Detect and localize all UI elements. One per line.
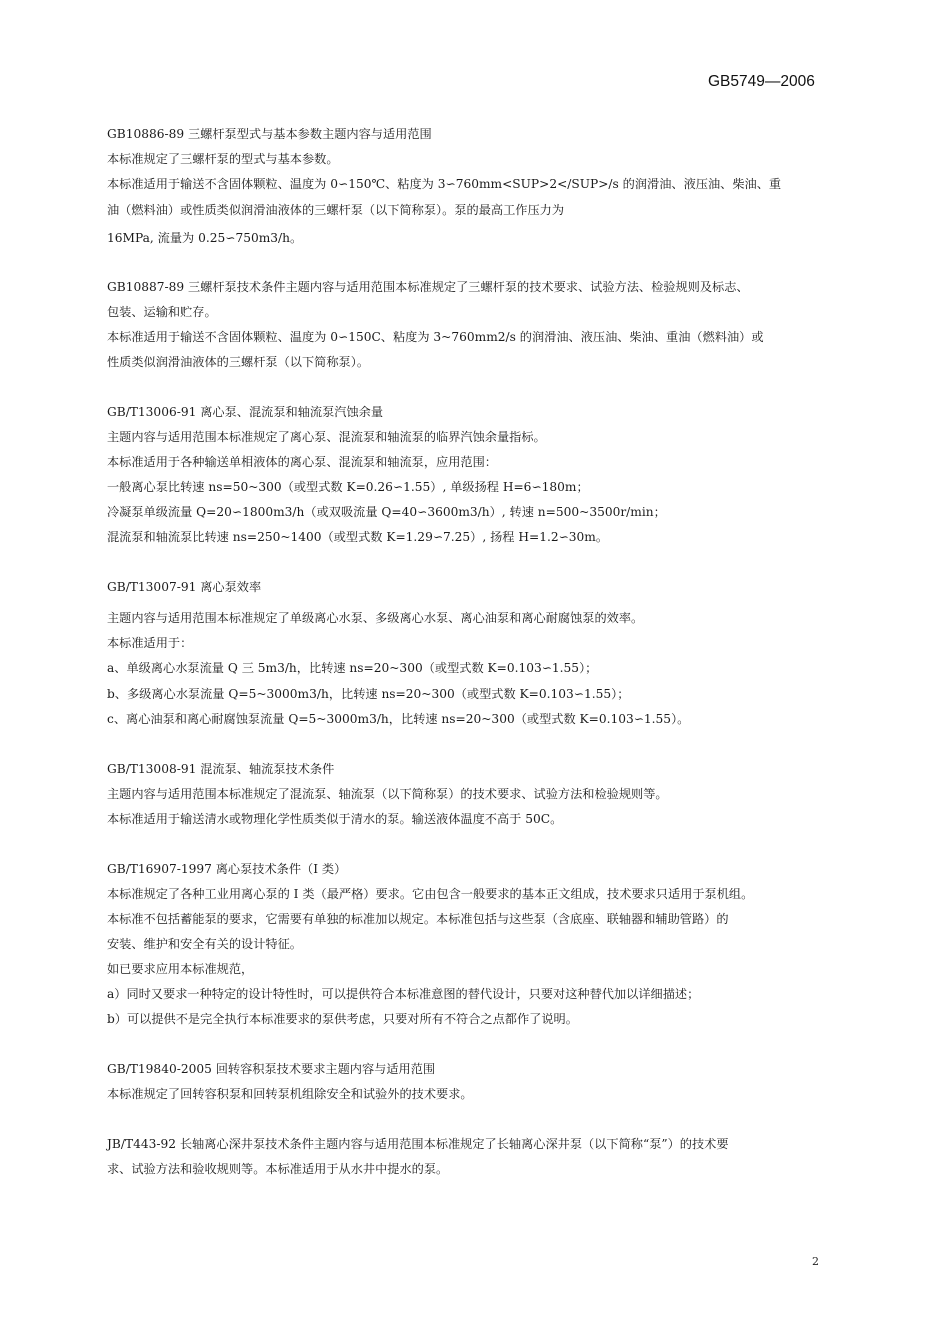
text-line: 安装、维护和安全有关的设计特征。 <box>107 937 302 951</box>
text-line: 本标准适用于输送不含固体颗粒、温度为 0∽150C、粘度为 3~760mm2/s 的润滑油、液压油、柴油、重油（燃料油）或 <box>107 330 764 344</box>
text-line: GB10886-89 三螺杆泵型式与基本参数主题内容与适用范围 <box>107 127 432 141</box>
text-line: JB/T443-92 长轴离心深井泵技术条件主题内容与适用范围本标准规定了长轴离心深井泵（以下简称“泵”）的技术要 <box>107 1137 729 1151</box>
text-line: 求、试验方法和验收规则等。本标准适用于从水井中提水的泵。 <box>107 1162 449 1176</box>
text-line: 主题内容与适用范围本标准规定了单级离心水泵、多级离心水泵、离心油泵和离心耐腐蚀泵的效率。 <box>107 611 644 625</box>
text-line: b）可以提供不是完全执行本标准要求的泵供考虑，只要对所有不符合之点都作了说明。 <box>107 1012 578 1026</box>
text-line: GB/T13007-91 离心泵效率 <box>107 580 262 594</box>
text-line: 本标准规定了回转容积泵和回转泵机组除安全和试验外的技术要求。 <box>107 1087 473 1101</box>
document-code-header: GB5749—2006 <box>708 73 815 90</box>
text-line: 包装、运输和贮存。 <box>107 305 217 319</box>
text-line: a、单级离心水泵流量 Q 三 5m3/h，比转速 ns=20~300（或型式数 K=0.103∽1.55）； <box>107 661 598 675</box>
text-line: 油（燃料油）或性质类似润滑油液体的三螺杆泵（以下简称泵）。泵的最高工作压力为 <box>107 203 565 217</box>
text-line: 本标准适用于输送清水或物理化学性质类似于清水的泵。输送液体温度不高于 50C。 <box>107 812 563 826</box>
text-line: 一般离心泵比转速 ns=50~300（或型式数 K=0.26∽1.55）, 单级扬程 H=6∽180m； <box>107 480 589 494</box>
text-line: 本标准适用于各种输送单相液体的离心泵、混流泵和轴流泵，应用范围： <box>107 455 497 469</box>
text-line: 本标准规定了各种工业用离心泵的 I 类（最严格）要求。它由包含一般要求的基本正文组成，技术要求只适用于泵机组。 <box>107 887 754 901</box>
text-line: GB/T13008-91 混流泵、轴流泵技术条件 <box>107 762 335 776</box>
text-line: c、离心油泵和离心耐腐蚀泵流量 Q=5~3000m3/h，比转速 ns=20~300（或型式数 K=0.103∽1.55）。 <box>107 712 690 726</box>
text-line: 如已要求应用本标准规范， <box>107 962 254 976</box>
text-line: 冷凝泵单级流量 Q=20∽1800m3/h（或双吸流量 Q=40∽3600m3/h）, 转速 n=500~3500r/min； <box>107 505 666 519</box>
text-line: 本标准适用于输送不含固体颗粒、温度为 0∽150℃、粘度为 3∽760mm<SUP>2</SUP>/s 的润滑油、液压油、柴油、重 <box>107 177 782 191</box>
page-number: 2 <box>812 1255 819 1268</box>
text-line: 本标准规定了三螺杆泵的型式与基本参数。 <box>107 152 339 166</box>
text-line: 性质类似润滑油液体的三螺杆泵（以下简称泵）。 <box>107 355 370 369</box>
text-line: 混流泵和轴流泵比转速 ns=250~1400（或型式数 K=1.29∽7.25）, 扬程 H=1.2∽30m。 <box>107 530 609 544</box>
text-line: b、多级离心水泵流量 Q=5~3000m3/h，比转速 ns=20~300（或型式数 K=0.103∽1.55）； <box>107 687 630 701</box>
text-line: GB/T19840-2005 回转容积泵技术要求主题内容与适用范围 <box>107 1062 436 1076</box>
text-line: 主题内容与适用范围本标准规定了离心泵、混流泵和轴流泵的临界汽蚀余量指标。 <box>107 430 546 444</box>
text-line: GB10887-89 三螺杆泵技术条件主题内容与适用范围本标准规定了三螺杆泵的技术要求、试验方法、检验规则及标志、 <box>107 280 749 294</box>
text-line: GB/T13006-91 离心泵、混流泵和轴流泵汽蚀余量 <box>107 405 384 419</box>
text-line: 主题内容与适用范围本标准规定了混流泵、轴流泵（以下简称泵）的技术要求、试验方法和检验规则等。 <box>107 787 668 801</box>
text-line: 本标准适用于： <box>107 636 193 650</box>
text-line: GB/T16907-1997 离心泵技术条件（I 类） <box>107 862 347 876</box>
text-line: a）同时又要求一种特定的设计特性时，可以提供符合本标准意图的替代设计，只要对这种替代加以详细描述； <box>107 987 700 1001</box>
text-line: 本标准不包括蓄能泵的要求，它需要有单独的标准加以规定。本标准包括与这些泵（含底座、联轴器和辅助管路）的 <box>107 912 729 926</box>
text-line: 16MPa, 流量为 0.25∽750m3/h。 <box>107 231 303 245</box>
